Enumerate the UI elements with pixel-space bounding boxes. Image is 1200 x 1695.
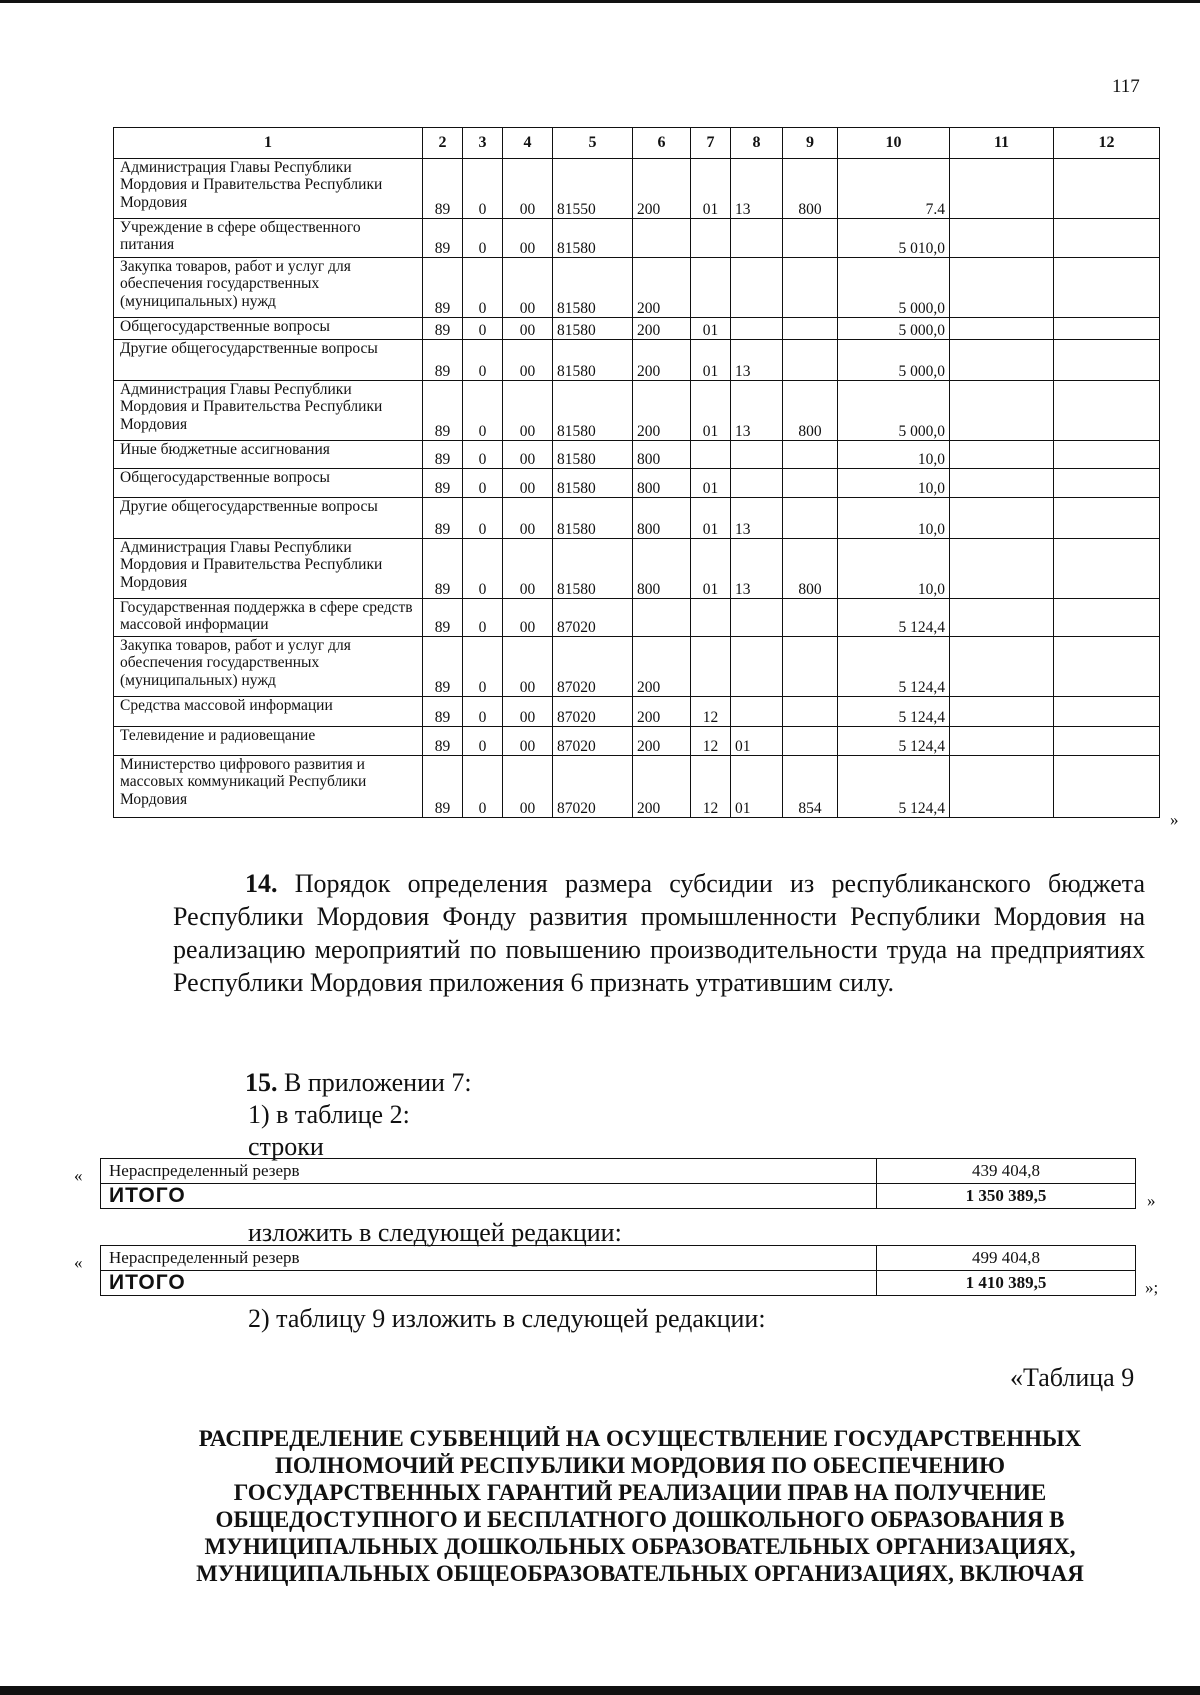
row-cell-c9 (783, 318, 838, 340)
old-reserve-label: Нераспределенный резерв (101, 1159, 877, 1184)
col-header: 4 (503, 128, 553, 159)
row-cell-c9 (783, 498, 838, 539)
row-cell-empty (1054, 469, 1160, 498)
row-cell-c9: 800 (783, 539, 838, 599)
row-cell-c8 (731, 441, 783, 469)
row-cell-empty (950, 599, 1054, 637)
row-cell-c7 (691, 599, 731, 637)
row-cell-c3: 0 (463, 756, 503, 818)
old-total-row (101, 1184, 1136, 1209)
row-cell-c10: 10,0 (838, 539, 950, 599)
row-cell-c6: 200 (633, 340, 691, 381)
row-cell-c2: 89 (423, 599, 463, 637)
row-name-cell: Общегосударственные вопросы (114, 469, 423, 498)
col-header: 3 (463, 128, 503, 159)
old-total-label: ИТОГО (101, 1184, 877, 1209)
row-cell-c7: 01 (691, 539, 731, 599)
row-cell-c4: 00 (503, 756, 553, 818)
row-cell-c7: 12 (691, 727, 731, 756)
row-cell-c10: 10,0 (838, 498, 950, 539)
row-cell-c7: 12 (691, 756, 731, 818)
row-cell-c6: 200 (633, 727, 691, 756)
row-cell-empty (950, 727, 1054, 756)
row-cell-c2: 89 (423, 219, 463, 258)
row-cell-empty (950, 219, 1054, 258)
row-cell-c8 (731, 258, 783, 318)
row-cell-c6: 200 (633, 318, 691, 340)
old-total-value: 1 350 389,5 (877, 1184, 1136, 1209)
row-cell-c5: 81580 (553, 469, 633, 498)
row-cell-c3: 0 (463, 159, 503, 219)
new-rows-table (100, 1245, 1136, 1296)
row-cell-c9 (783, 727, 838, 756)
row-cell-c6: 200 (633, 258, 691, 318)
row-cell-c9: 800 (783, 159, 838, 219)
row-cell-empty (1054, 599, 1160, 637)
row-cell-c9 (783, 469, 838, 498)
row-cell-empty (1054, 441, 1160, 469)
row-cell-c4: 00 (503, 599, 553, 637)
row-cell-empty (1054, 697, 1160, 727)
row-cell-c5: 81580 (553, 318, 633, 340)
row-cell-empty (950, 637, 1054, 697)
row-cell-c3: 0 (463, 637, 503, 697)
row-cell-c8 (731, 599, 783, 637)
table-row (114, 469, 1160, 498)
row-cell-empty (1054, 258, 1160, 318)
row-cell-c7: 01 (691, 469, 731, 498)
item-14-number: 14. (245, 869, 278, 898)
row-cell-c4: 00 (503, 697, 553, 727)
budget-table (113, 127, 1160, 818)
row-cell-c5: 87020 (553, 599, 633, 637)
row-cell-c5: 81550 (553, 159, 633, 219)
new-total-row (101, 1271, 1136, 1296)
row-cell-c2: 89 (423, 381, 463, 441)
row-cell-c3: 0 (463, 318, 503, 340)
row-cell-c5: 87020 (553, 727, 633, 756)
row-cell-c2: 89 (423, 697, 463, 727)
row-cell-c9 (783, 340, 838, 381)
row-cell-c10: 10,0 (838, 441, 950, 469)
row-name-cell: Иные бюджетные ассигнования (114, 441, 423, 469)
row-cell-c9 (783, 441, 838, 469)
row-name-cell: Администрация Главы Республики Мордовия и Правительства Республики Мордовия (114, 381, 423, 441)
row-name-cell: Другие общегосударственные вопросы (114, 340, 423, 381)
row-cell-c3: 0 (463, 441, 503, 469)
row-cell-empty (950, 539, 1054, 599)
row-cell-empty (950, 159, 1054, 219)
col-header: 8 (731, 128, 783, 159)
row-cell-c9 (783, 258, 838, 318)
row-cell-c10: 5 000,0 (838, 318, 950, 340)
col-header: 9 (783, 128, 838, 159)
row-name-cell: Телевидение и радиовещание (114, 727, 423, 756)
col-header: 10 (838, 128, 950, 159)
row-cell-c8: 13 (731, 340, 783, 381)
row-cell-c6: 800 (633, 441, 691, 469)
old-reserve-row (101, 1159, 1136, 1184)
old-rows-table (100, 1158, 1136, 1209)
row-cell-empty (1054, 756, 1160, 818)
row-cell-c2: 89 (423, 727, 463, 756)
row-cell-c4: 00 (503, 381, 553, 441)
row-cell-c3: 0 (463, 340, 503, 381)
row-cell-empty (1054, 318, 1160, 340)
row-cell-c6 (633, 219, 691, 258)
table-row (114, 159, 1160, 219)
col-header: 6 (633, 128, 691, 159)
heading-line: ОБЩЕДОСТУПНОГО И БЕСПЛАТНОГО ДОШКОЛЬНОГО ОБРАЗОВАНИЯ В (215, 1507, 1065, 1532)
row-cell-c10: 5 124,4 (838, 637, 950, 697)
col-header: 7 (691, 128, 731, 159)
row-cell-c6: 200 (633, 756, 691, 818)
row-cell-c2: 89 (423, 637, 463, 697)
row-cell-c3: 0 (463, 498, 503, 539)
row-name-cell: Администрация Главы Республики Мордовия и Правительства Республики Мордовия (114, 539, 423, 599)
row-cell-empty (1054, 727, 1160, 756)
heading-line: МУНИЦИПАЛЬНЫХ ОБЩЕОБРАЗОВАТЕЛЬНЫХ ОРГАНИЗАЦИЯХ, ВКЛЮЧАЯ (196, 1561, 1084, 1586)
row-cell-c5: 87020 (553, 756, 633, 818)
row-name-cell: Администрация Главы Республики Мордовия и Правительства Республики Мордовия (114, 159, 423, 219)
scan-bottom-border (0, 1686, 1200, 1695)
row-cell-empty (950, 258, 1054, 318)
table-closing-quote: » (1170, 810, 1179, 829)
table-9-heading (150, 1425, 1130, 1587)
row-name-cell: Государственная поддержка в сфере средств массовой информации (114, 599, 423, 637)
row-cell-empty (1054, 219, 1160, 258)
row-cell-c6: 200 (633, 159, 691, 219)
row-cell-c7: 01 (691, 318, 731, 340)
row-cell-c10: 7.4 (838, 159, 950, 219)
row-cell-c2: 89 (423, 756, 463, 818)
row-cell-c5: 81580 (553, 539, 633, 599)
row-cell-c8 (731, 697, 783, 727)
row-cell-c5: 81580 (553, 381, 633, 441)
row-cell-c10: 10,0 (838, 469, 950, 498)
row-name-cell: Закупка товаров, работ и услуг для обеспечения государственных (муниципальных) нужд (114, 258, 423, 318)
budget-table-body (114, 159, 1160, 818)
row-cell-empty (950, 498, 1054, 539)
row-name-cell: Закупка товаров, работ и услуг для обеспечения государственных (муниципальных) нужд (114, 637, 423, 697)
row-cell-c2: 89 (423, 159, 463, 219)
row-cell-c3: 0 (463, 219, 503, 258)
old-rows-open-quote: « (74, 1166, 83, 1185)
rows-label: строки (248, 1132, 324, 1161)
col-header: 2 (423, 128, 463, 159)
row-cell-empty (950, 756, 1054, 818)
row-cell-c10: 5 124,4 (838, 756, 950, 818)
row-cell-empty (1054, 637, 1160, 697)
table-9-label: «Таблица 9 (1010, 1363, 1135, 1392)
row-cell-c3: 0 (463, 381, 503, 441)
replace-label: изложить в следующей редакции: (248, 1218, 622, 1247)
item-15-line (245, 1067, 472, 1099)
row-cell-c5: 87020 (553, 637, 633, 697)
row-cell-c4: 00 (503, 219, 553, 258)
row-cell-c8 (731, 318, 783, 340)
row-cell-c7 (691, 219, 731, 258)
row-cell-empty (1054, 381, 1160, 441)
row-cell-c6 (633, 599, 691, 637)
row-cell-c8 (731, 219, 783, 258)
row-cell-c5: 81580 (553, 498, 633, 539)
row-cell-c7 (691, 637, 731, 697)
row-cell-c7: 01 (691, 381, 731, 441)
row-cell-c4: 00 (503, 727, 553, 756)
table-row (114, 258, 1160, 318)
row-cell-c2: 89 (423, 539, 463, 599)
row-cell-c2: 89 (423, 340, 463, 381)
row-cell-c4: 00 (503, 441, 553, 469)
row-cell-c4: 00 (503, 469, 553, 498)
col-header: 11 (950, 128, 1054, 159)
row-cell-c8: 01 (731, 756, 783, 818)
row-cell-empty (1054, 159, 1160, 219)
row-cell-c4: 00 (503, 637, 553, 697)
row-cell-c3: 0 (463, 599, 503, 637)
row-cell-c5: 81580 (553, 441, 633, 469)
row-cell-c10: 5 000,0 (838, 258, 950, 318)
row-cell-c7: 01 (691, 159, 731, 219)
heading-line: РАСПРЕДЕЛЕНИЕ СУБВЕНЦИЙ НА ОСУЩЕСТВЛЕНИЕ ГОСУДАРСТВЕННЫХ (198, 1426, 1082, 1451)
row-cell-c8: 13 (731, 498, 783, 539)
row-cell-c6: 200 (633, 697, 691, 727)
table-row (114, 340, 1160, 381)
row-cell-c3: 0 (463, 258, 503, 318)
row-cell-c10: 5 010,0 (838, 219, 950, 258)
row-cell-c3: 0 (463, 539, 503, 599)
table-row (114, 441, 1160, 469)
row-cell-empty (950, 318, 1054, 340)
row-cell-c4: 00 (503, 159, 553, 219)
table-row (114, 381, 1160, 441)
new-reserve-value: 499 404,8 (877, 1246, 1136, 1271)
row-cell-c5: 81580 (553, 219, 633, 258)
row-cell-empty (1054, 539, 1160, 599)
table-row (114, 637, 1160, 697)
new-rows-close-quote: »; (1145, 1278, 1159, 1297)
row-cell-empty (950, 697, 1054, 727)
item-14-text: Порядок определения размера субсидии из республиканского бюджета Республики Мордовия Фонду развития промышленности Республики Мордовия на реализацию мероприятий по повышению производительности труда на предприятиях Республики Мордовия приложения 6 признать утратившим силу. (173, 869, 1145, 997)
old-rows-close-quote: » (1147, 1191, 1156, 1210)
row-cell-c9: 800 (783, 381, 838, 441)
row-cell-c7: 01 (691, 340, 731, 381)
new-reserve-row (101, 1246, 1136, 1271)
row-cell-c4: 00 (503, 258, 553, 318)
table-row (114, 756, 1160, 818)
table-row (114, 498, 1160, 539)
row-cell-c7: 01 (691, 498, 731, 539)
row-cell-c3: 0 (463, 697, 503, 727)
row-cell-c4: 00 (503, 318, 553, 340)
row-cell-c7 (691, 441, 731, 469)
row-cell-empty (950, 469, 1054, 498)
row-cell-c6: 800 (633, 469, 691, 498)
row-cell-c8: 01 (731, 727, 783, 756)
row-cell-c6: 200 (633, 637, 691, 697)
row-cell-c7: 12 (691, 697, 731, 727)
row-cell-c4: 00 (503, 340, 553, 381)
row-cell-empty (950, 381, 1054, 441)
row-cell-c2: 89 (423, 441, 463, 469)
row-cell-c9: 854 (783, 756, 838, 818)
row-cell-c5: 81580 (553, 258, 633, 318)
row-cell-c4: 00 (503, 539, 553, 599)
new-total-value: 1 410 389,5 (877, 1271, 1136, 1296)
heading-line: ГОСУДАРСТВЕННЫХ ГАРАНТИЙ РЕАЛИЗАЦИИ ПРАВ НА ПОЛУЧЕНИЕ (233, 1480, 1047, 1505)
row-cell-c9 (783, 599, 838, 637)
heading-line: ПОЛНОМОЧИЙ РЕСПУБЛИКИ МОРДОВИЯ ПО ОБЕСПЕЧЕНИЮ (275, 1453, 1005, 1478)
row-name-cell: Общегосударственные вопросы (114, 318, 423, 340)
col-header: 1 (114, 128, 423, 159)
item-15-sub1: 1) в таблице 2: (248, 1100, 410, 1129)
scan-top-border (0, 0, 1200, 3)
row-cell-c8: 13 (731, 539, 783, 599)
new-reserve-label: Нераспределенный резерв (101, 1246, 877, 1271)
col-header: 12 (1054, 128, 1160, 159)
row-cell-c2: 89 (423, 318, 463, 340)
row-cell-c5: 81580 (553, 340, 633, 381)
table-row (114, 697, 1160, 727)
row-cell-c5: 87020 (553, 697, 633, 727)
table-row (114, 539, 1160, 599)
row-cell-c2: 89 (423, 498, 463, 539)
row-cell-c9 (783, 637, 838, 697)
row-cell-c9 (783, 697, 838, 727)
table-row (114, 318, 1160, 340)
heading-line: МУНИЦИПАЛЬНЫХ ДОШКОЛЬНЫХ ОБРАЗОВАТЕЛЬНЫХ ОРГАНИЗАЦИЯХ, (204, 1534, 1076, 1559)
row-cell-c6: 800 (633, 498, 691, 539)
row-cell-c10: 5 124,4 (838, 599, 950, 637)
budget-table-header (114, 128, 1160, 159)
row-cell-empty (1054, 340, 1160, 381)
old-reserve-value: 439 404,8 (877, 1159, 1136, 1184)
row-cell-c2: 89 (423, 469, 463, 498)
row-cell-c8 (731, 469, 783, 498)
row-cell-c10: 5 000,0 (838, 381, 950, 441)
row-cell-c8: 13 (731, 159, 783, 219)
row-cell-c2: 89 (423, 258, 463, 318)
row-cell-c8: 13 (731, 381, 783, 441)
row-cell-c4: 00 (503, 498, 553, 539)
table-row (114, 599, 1160, 637)
row-cell-c7 (691, 258, 731, 318)
row-cell-c3: 0 (463, 727, 503, 756)
row-name-cell: Учреждение в сфере общественного питания (114, 219, 423, 258)
table-row (114, 727, 1160, 756)
col-header: 5 (553, 128, 633, 159)
row-cell-empty (1054, 498, 1160, 539)
new-total-label: ИТОГО (101, 1271, 877, 1296)
row-cell-c10: 5 000,0 (838, 340, 950, 381)
row-name-cell: Средства массовой информации (114, 697, 423, 727)
new-rows-open-quote: « (74, 1253, 83, 1272)
row-cell-empty (950, 441, 1054, 469)
item-14-paragraph (173, 867, 1145, 999)
row-cell-c10: 5 124,4 (838, 697, 950, 727)
item-15-number: 15. (245, 1068, 278, 1097)
page-number: 117 (1112, 76, 1140, 97)
row-cell-c10: 5 124,4 (838, 727, 950, 756)
row-name-cell: Другие общегосударственные вопросы (114, 498, 423, 539)
row-cell-c6: 800 (633, 539, 691, 599)
row-cell-c3: 0 (463, 469, 503, 498)
row-name-cell: Министерство цифрового развития и массовых коммуникаций Республики Мордовия (114, 756, 423, 818)
row-cell-c6: 200 (633, 381, 691, 441)
row-cell-c8 (731, 637, 783, 697)
table-row (114, 219, 1160, 258)
row-cell-empty (950, 340, 1054, 381)
item-15-sub2: 2) таблицу 9 изложить в следующей редакции: (248, 1304, 766, 1333)
row-cell-c9 (783, 219, 838, 258)
item-15-text: В приложении 7: (284, 1068, 472, 1097)
